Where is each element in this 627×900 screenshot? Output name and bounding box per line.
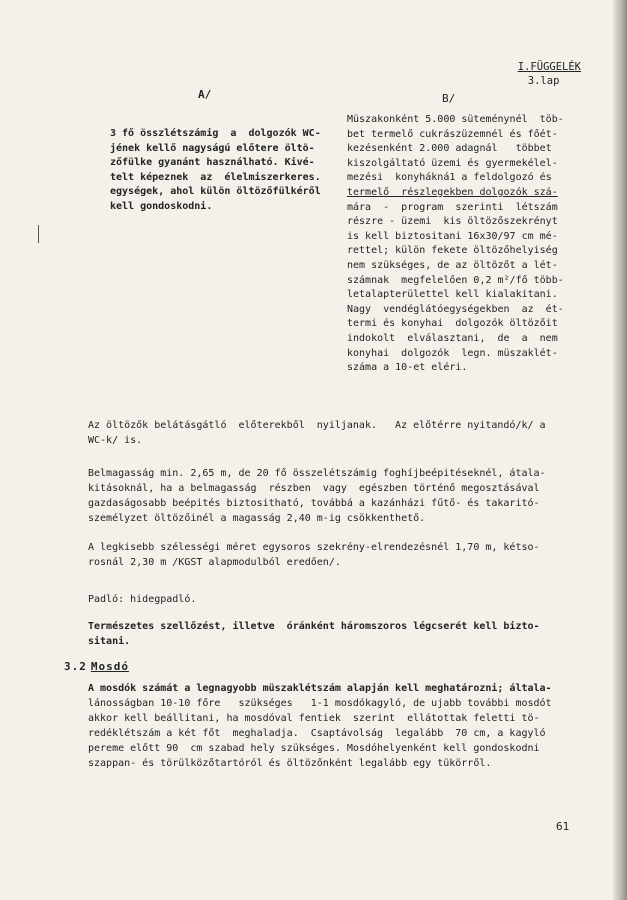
section-line: akkor kell beállitani, ha mosdóval fentiek szerint ellátottak feletti tö- — [88, 713, 540, 724]
column-b-line: nem szükséges, de az öltözőt a lét- — [347, 259, 558, 271]
paragraph-line: kitásoknál, ha a belmagasság részben vagy egészben történő megosztásával — [88, 483, 540, 494]
column-b-line: mezési konyhákná1 a feldolgozó és — [347, 172, 552, 184]
column-a-line: 3 fő összlétszámig a dolgozók WC- — [110, 128, 321, 139]
column-b-line: kiszolgáltató üzemi és gyermekélel- — [347, 157, 558, 169]
paragraph-line: A legkisebb szélességi méret egysoros szekrény-elrendezésnél 1,70 m, kétso- — [88, 542, 540, 553]
column-b-label: B/ — [442, 92, 456, 105]
column-b-line: száma a 10-et eléri. — [347, 362, 468, 374]
paragraph-line: sitani. — [88, 636, 131, 647]
column-b-line: termelő részlegekben dolgozók szá- — [347, 186, 558, 198]
section-line: A mosdók számát a legnagyobb müszaklétszám alapján kell meghatározni; általa- — [88, 683, 552, 694]
column-a-label: A/ — [198, 88, 212, 101]
section-line: szappan- és törülközőtartóról és öltözőnként legalább egy tükörről. — [88, 758, 492, 769]
section-body — [88, 681, 552, 771]
column-b-line: rettel; külön fekete öltözőhelyiség — [347, 245, 558, 257]
column-b-line: kezésenként 2.000 adagnál többet — [347, 143, 552, 155]
column-b-line: is kell biztositani 16x30/97 cm mé- — [347, 230, 558, 242]
section-line: pereme előtt 90 cm szabad hely szükséges. Mosdóhelyenként kell gondoskodni — [88, 743, 540, 754]
margin-mark — [38, 225, 39, 243]
column-a-line: kell gondoskodni. — [110, 200, 213, 212]
paragraph-line: Természetes szellőzést, illetve óránként háromszoros légcserét kell bizto- — [88, 621, 540, 632]
paragraph-line: Padló: hidegpadló. — [88, 594, 197, 605]
column-b-line: részre - üzemi kis öltözőszekrényt — [347, 216, 558, 228]
column-b-line: termi és konyhai dolgozók öltözőit — [347, 318, 558, 330]
appendix-title: I.FÜGGELÉK — [517, 61, 581, 73]
column-a-line: zőfülke gyanánt használható. Kivé- — [110, 157, 315, 169]
section-line: lánosságban 10-10 főre szükséges 1-1 mosdókagyló, de ujabb további mosdót — [88, 698, 552, 709]
paragraph-entrance — [88, 418, 546, 448]
paragraph-line: WC-k/ is. — [88, 435, 143, 446]
column-a-line: telt képeznek az élelmiszerkeres. — [110, 171, 321, 183]
paragraph-line: Az öltözők belátásgátló előterekből nyiljanak. Az előtérre nyitandó/k/ a — [88, 420, 546, 431]
column-b-line: letalapterülettel kell kialakitani. — [347, 289, 558, 301]
column-b-line: Nagy vendéglátóegységekben az ét- — [347, 303, 564, 315]
paragraph-floor — [88, 592, 196, 607]
column-a-text — [110, 127, 321, 215]
paragraph-line: rosnál 2,30 m /KGST alapmodulból eredően/. — [88, 557, 341, 568]
section-number: 3.2 — [64, 660, 87, 673]
column-a-line: egységek, ahol külön öltözőfülkéről — [110, 186, 321, 198]
scan-edge — [613, 0, 627, 900]
section-title: Mosdó — [90, 660, 129, 673]
page-header — [518, 60, 581, 88]
column-b-line: Müszakonként 5.000 süteménynél töb- — [347, 114, 564, 125]
page-number: 61 — [556, 820, 570, 833]
column-b-line: konyhai dolgozók legn. müszaklét- — [347, 347, 558, 359]
paragraph-line: gazdaságosabb beépités biztositható, továbbá a kazánházi fűtő- és takaritó- — [88, 498, 540, 509]
paragraph-ventilation — [88, 619, 540, 649]
paragraph-width — [88, 540, 540, 570]
sheet-number: 3.lap — [527, 75, 560, 87]
paragraph-ceiling-height — [88, 466, 546, 526]
column-b-line: indokolt elválasztani, de a nem — [347, 332, 558, 344]
paragraph-line: Belmagasság min. 2,65 m, de 20 fő összelétszámig foghíjbeépitéseknél, átala- — [88, 468, 546, 479]
column-b-line: mára - program szerinti létszám — [347, 201, 558, 213]
section-heading — [64, 660, 129, 673]
section-line: redéklétszám a két főt meghaladja. Csaptávolság legalább 70 cm, a kagyló — [88, 728, 546, 739]
column-a-line: jének kellő nagyságú előtere öltö- — [110, 142, 315, 154]
column-b-text — [347, 113, 564, 376]
paragraph-line: személyzet öltözőinél a magasság 2,40 m-ig csökkenthető. — [88, 513, 426, 524]
column-b-line: bet termelő cukrászüzemnél és főét- — [347, 128, 558, 140]
column-b-line: számnak megfelelően 0,2 m²/fő több- — [347, 274, 564, 286]
